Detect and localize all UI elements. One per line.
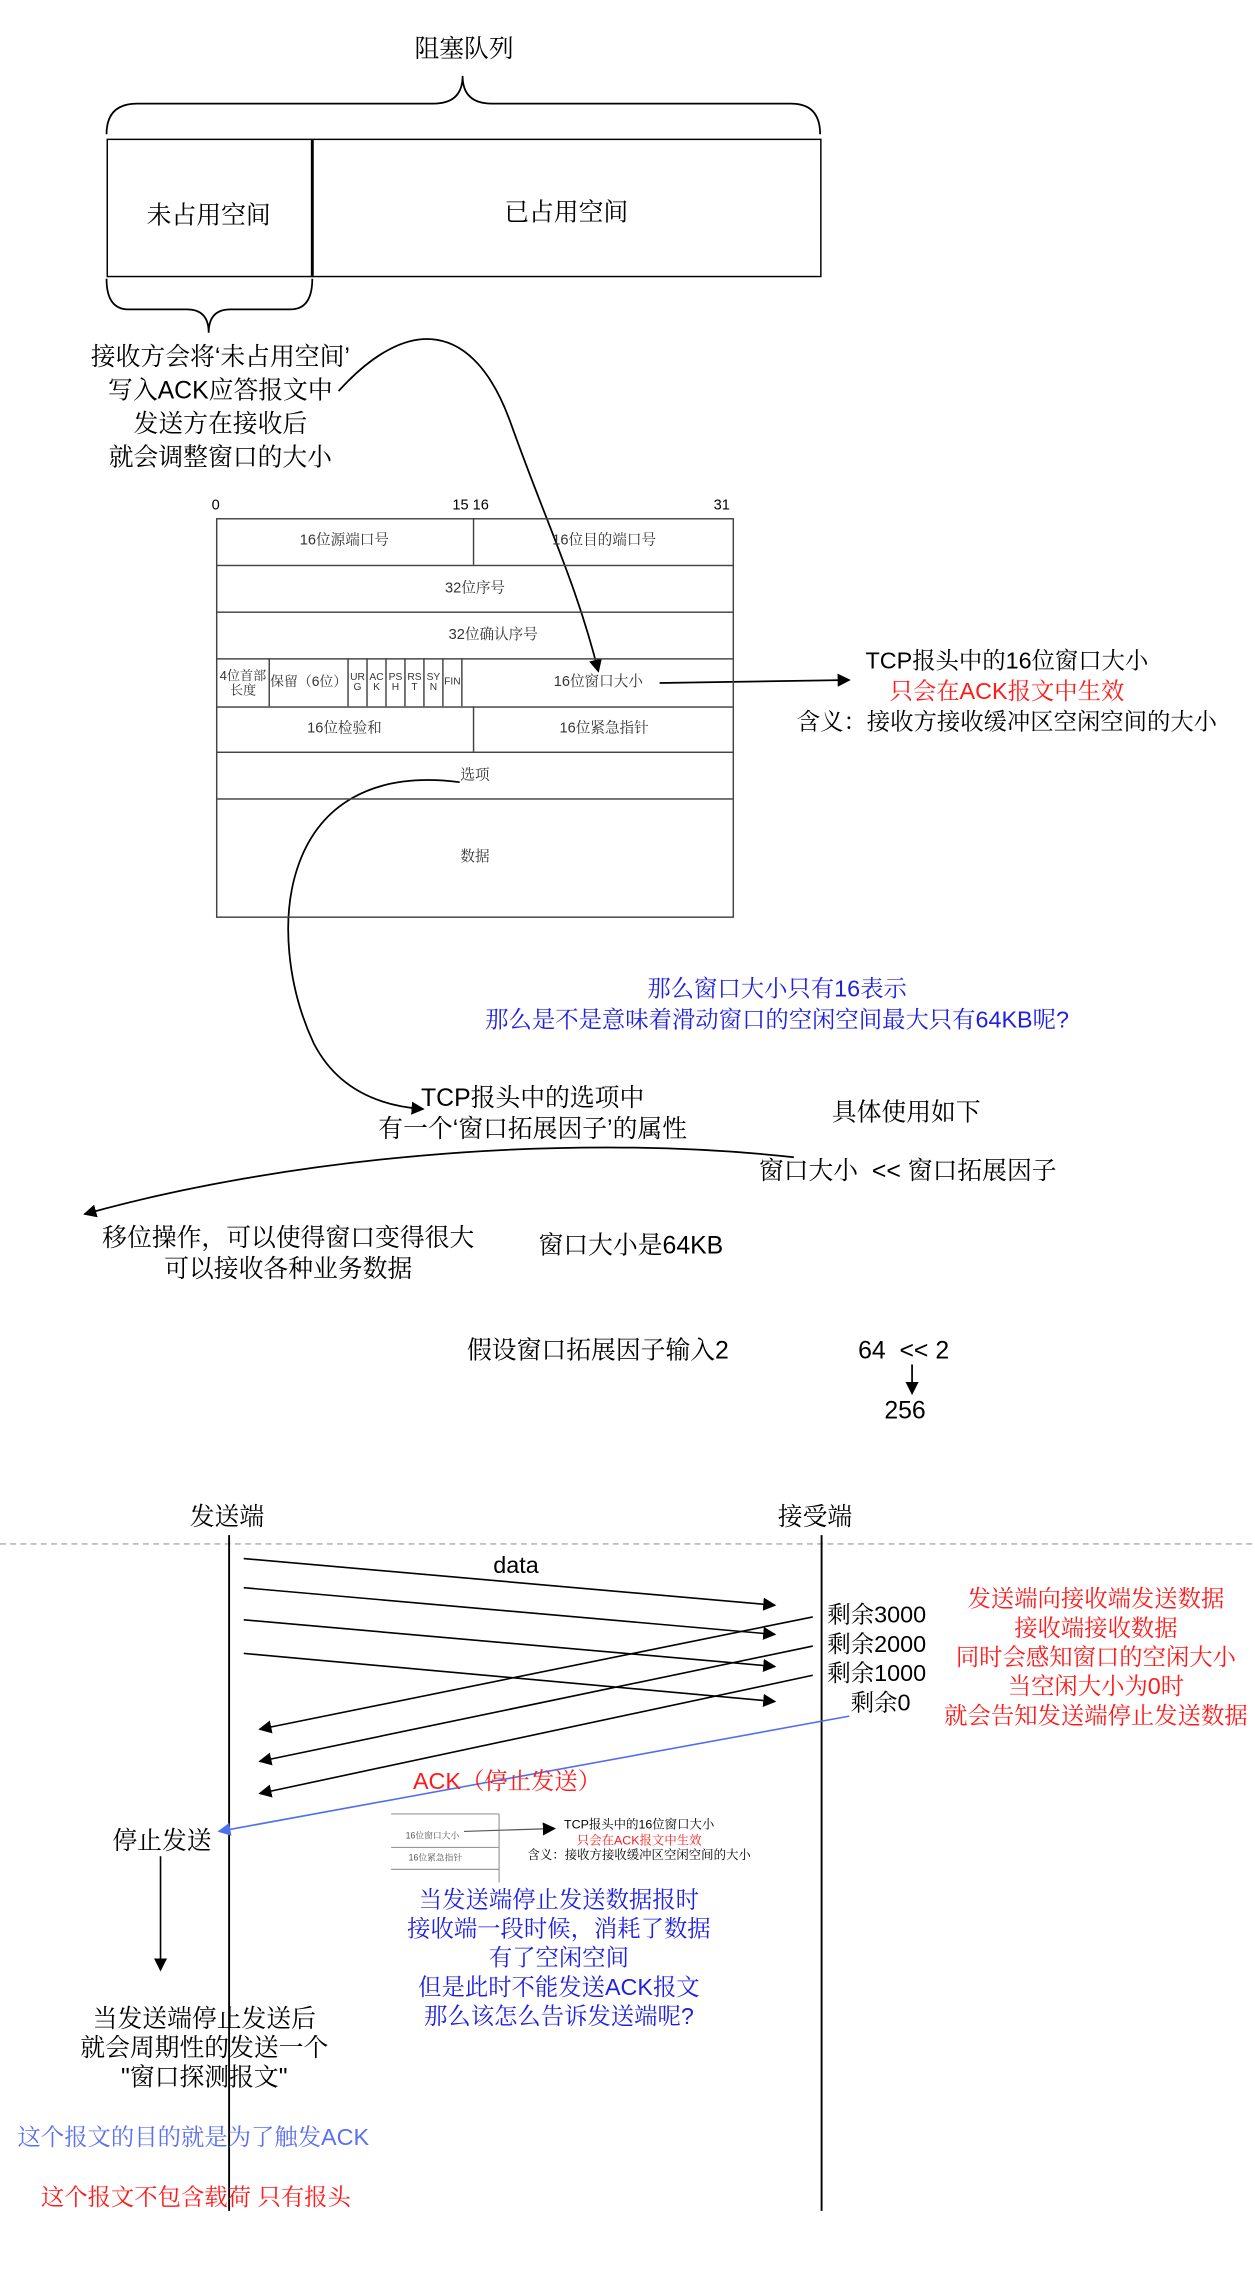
bit-label-15-16: 15 16 — [452, 497, 489, 514]
shift-note — [88, 1223, 489, 1284]
bit-label-0: 0 — [211, 497, 220, 514]
question-line: 那么窗口大小只有16表示 — [647, 977, 907, 1003]
reserved-field: 保留（6位） — [270, 673, 348, 690]
flag-psh: PSH — [388, 672, 403, 694]
receiver-note-line: 就会告知发送端停止发送数据 — [944, 1704, 1248, 1730]
reopen-line: 那么该怎么告诉发送端呢? — [423, 2005, 694, 2030]
shift-line: 可以接收各种业务数据 — [164, 1254, 413, 1283]
shift-line: 移位操作，可以使得窗口变得很大 — [102, 1224, 475, 1253]
window-size-field: 16位窗口大小 — [553, 674, 643, 691]
mini-urgent-field: 16位紧急指针 — [408, 1854, 463, 1864]
mini-note-line: TCP报头中的16位窗口大小 — [564, 1816, 715, 1832]
probe-payload: 这个报文不包含载荷 只有报头 — [40, 2186, 351, 2211]
option-scale-note — [358, 1083, 708, 1144]
mini-window-note — [520, 1817, 759, 1863]
ack-seq-field: 32位确认序号 — [448, 627, 538, 644]
reopen-line: 接收端一段时候，消耗了数据 — [407, 1917, 711, 1943]
reopen-line: 有了空闲空间 — [488, 1946, 629, 1972]
window-note-line: TCP报头中的16位窗口大小 — [865, 649, 1149, 675]
option-scale-line: TCP报头中的选项中 — [421, 1084, 645, 1112]
flag-rst: RST — [407, 672, 422, 694]
receiver-label: 接受端 — [777, 1503, 853, 1531]
dst-port-field: 16位目的端口号 — [552, 533, 657, 550]
queue-note-line: 写入ACK应答报文中 — [108, 376, 333, 405]
data-label: data — [493, 1554, 539, 1579]
window-note-meaning: 含义：接收方接收缓冲区空闲空间的大小 — [796, 710, 1218, 736]
shift-result: 256 — [884, 1396, 926, 1425]
receiver-behavior-note — [941, 1586, 1250, 1732]
flag-urg: URG — [350, 672, 365, 694]
src-port-field: 16位源端口号 — [299, 533, 389, 550]
usage-label: 具体使用如下 — [831, 1098, 981, 1127]
data-arrow-4 — [244, 1653, 775, 1701]
receiver-note-line: 接收端接收数据 — [1014, 1616, 1178, 1642]
scale-formula: 窗口大小 << 窗口拓展因子 — [758, 1157, 1057, 1185]
probe-purpose: 这个报文的目的就是为了触发ACK — [17, 2126, 370, 2152]
seq-field: 32位序号 — [444, 580, 506, 597]
stop-sending-label: 停止发送 — [112, 1827, 212, 1855]
queue-title: 阻塞队列 — [414, 35, 514, 63]
remaining-item: 剩余1000 — [827, 1662, 927, 1687]
receiver-note-line: 当空闲大小为0时 — [1007, 1675, 1185, 1701]
data-field: 数据 — [460, 849, 490, 866]
queue-note — [63, 340, 378, 474]
remaining-list — [827, 1602, 926, 1719]
window-probe-note — [58, 2005, 350, 2093]
probe-line: 就会周期性的发送一个 — [80, 2034, 329, 2062]
urgent-pointer-field: 16位紧急指针 — [559, 721, 649, 738]
window-size-64kb: 窗口大小是64KB — [538, 1231, 724, 1260]
remaining-item: 剩余0 — [850, 1691, 911, 1717]
sender-label: 发送端 — [189, 1503, 265, 1531]
flag-ack: ACK — [369, 672, 384, 694]
question-line: 那么是不是意味着滑动窗口的空闲空间最大只有64KB呢? — [485, 1008, 1069, 1034]
options-field: 选项 — [460, 767, 490, 784]
remaining-item: 剩余3000 — [827, 1603, 927, 1629]
probe-line: 当发送端停止发送后 — [92, 2005, 316, 2033]
remaining-item: 剩余2000 — [827, 1632, 927, 1658]
bottom-brace — [107, 279, 313, 333]
reopen-line: 当发送端停止发送数据报时 — [418, 1888, 700, 1914]
free-space-label: 未占用空间 — [146, 201, 271, 230]
window-reopen-question — [376, 1887, 741, 2033]
curve-formula-to-shift — [85, 1147, 794, 1214]
queue-note-line: 接收方会将‘未占用空间’ — [90, 342, 350, 371]
receiver-note-line: 同时会感知窗口的空闲大小 — [955, 1646, 1237, 1671]
receiver-note-line: 发送端向接收端发送数据 — [967, 1587, 1225, 1613]
shift-calculation: 64 << 2 — [858, 1336, 950, 1365]
reopen-line: 但是此时不能发送ACK报文 — [418, 1975, 700, 2001]
bit-label-31: 31 — [713, 497, 730, 514]
mini-window-field: 16位窗口大小 — [405, 1832, 460, 1842]
header-length-field: 4位首部长度 — [219, 667, 267, 698]
top-brace — [107, 76, 821, 134]
used-space-label: 已占用空间 — [504, 198, 629, 227]
mini-note-line: 只会在ACK报文中生效 — [576, 1832, 702, 1847]
ack-arrow-1 — [260, 1617, 813, 1729]
window-note — [781, 646, 1233, 738]
window-note-ack-only: 只会在ACK报文中生效 — [889, 680, 1125, 705]
ack-arrow-2 — [260, 1646, 813, 1761]
option-scale-line: 有一个‘窗口拓展因子’的属性 — [378, 1114, 688, 1143]
queue-note-line: 就会调整窗口的大小 — [108, 443, 332, 472]
assume-scale-factor: 假设窗口拓展因子输入2 — [466, 1336, 729, 1365]
probe-line: "窗口探测报文" — [121, 2063, 288, 2092]
ack-stop-label: ACK（停止发送） — [412, 1770, 602, 1795]
window-limit-question — [445, 975, 1109, 1036]
flag-fin: FIN — [444, 677, 461, 688]
queue-note-line: 发送方在接收后 — [133, 410, 308, 438]
checksum-field: 16位检验和 — [307, 721, 382, 738]
mini-note-line: 含义：接收方接收缓冲区空闲空间的大小 — [527, 1847, 751, 1863]
flag-syn: SYN — [426, 672, 441, 694]
